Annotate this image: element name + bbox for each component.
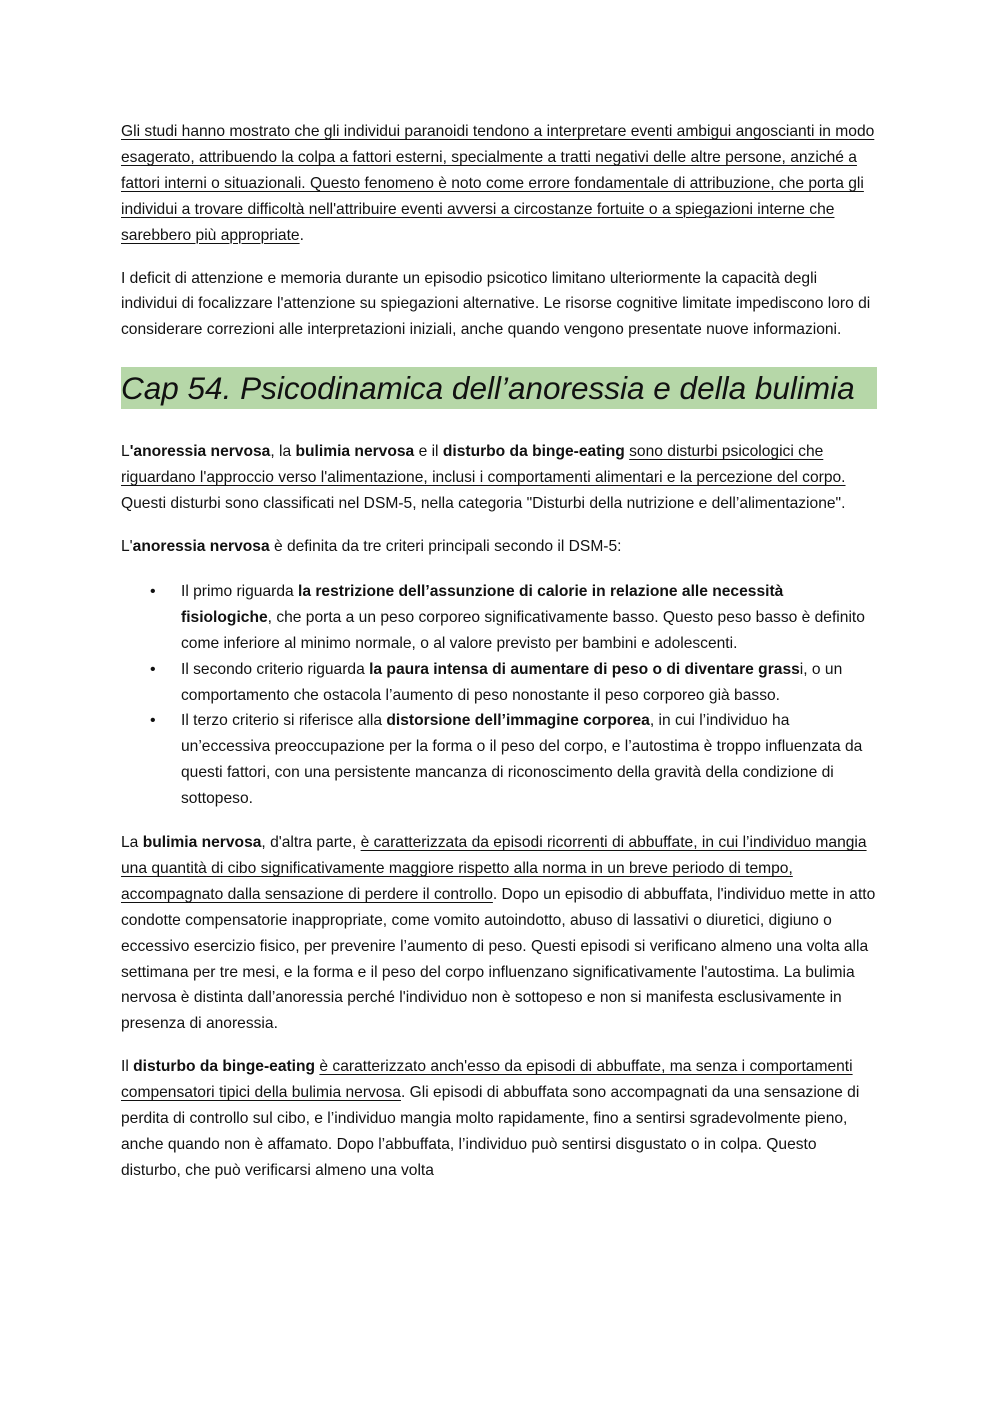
bold-term: bulimia nervosa <box>295 443 415 461</box>
bullet-icon: • <box>150 712 156 730</box>
bullet-icon: • <box>150 582 156 600</box>
paragraph-text: . Gli episodi di abbuffata sono accompagnati da una sensazione di perdita di controllo sul cibo, e l’individuo mangia molto rapidamente, fino a sentirsi sgradevolmente pieno, anche quando non è affamato. Dopo l’abbuffata, l’individuo può sentirsi disgustato o in colpa. Questo disturbo, che può verificarsi almeno una volta <box>121 1084 860 1179</box>
bold-term: bulimia nervosa <box>142 834 262 852</box>
list-item-text: i, o un comportamento che ostacola l’aumento di peso nonostante il peso corporeo già basso. <box>181 660 843 704</box>
underlined-text: è caratterizzato anch'esso da episodi di abbuffate, ma senza i comportamenti compensatori tipici della bulimia nervosa <box>121 1058 853 1102</box>
list-item <box>121 708 877 812</box>
bold-term: 'anoressia nervosa <box>129 443 271 461</box>
paragraph-attention-deficits <box>121 266 877 344</box>
paragraph-text: , d'altra parte, <box>261 834 361 852</box>
paragraph-bulimia <box>121 830 877 1037</box>
document-page <box>121 119 877 1184</box>
paragraph-attribution-error <box>121 119 877 249</box>
list-item-text: Il terzo criterio si riferisce alla <box>181 712 387 730</box>
bold-term: disturbo da binge-eating <box>133 1058 316 1076</box>
list-item-text: Il primo riguarda <box>181 582 298 600</box>
underlined-text: sono disturbi psicologici che riguardano l'approccio verso l'alimentazione, inclusi i comportamenti alimentari e la percezione del corpo. <box>121 443 846 487</box>
bold-term: anoressia nervosa <box>132 537 270 555</box>
list-item-text: Il secondo criterio riguarda <box>181 660 370 678</box>
underlined-text: è caratterizzata da episodi ricorrenti di abbuffate, in cui l’individuo mangia una quantità di cibo significativamente maggiore rispetto alla norma in un breve periodo di tempo, accompagnato dalla sensazione di perdere il controllo <box>121 834 867 903</box>
list-item-text: , in cui l’individuo ha un’eccessiva preoccupazione per la forma o il peso del corpo, e l’autostima è troppo influenzata da questi fattori, con una persistente mancanza di riconoscimento della gravità della condizione di sottopeso. <box>181 712 863 808</box>
paragraph-text: Questi disturbi sono classificati nel DSM-5, nella categoria "Disturbi della nutrizione e dell’alimentazione". <box>121 495 846 513</box>
criteria-list <box>121 579 877 812</box>
paragraph-binge-eating <box>121 1054 877 1184</box>
list-item <box>121 657 877 709</box>
bold-term: la restrizione dell’assunzione di calorie in relazione alle necessità fisiologiche <box>181 582 784 626</box>
paragraph-eating-disorders-intro <box>121 439 877 517</box>
paragraph-text: L' <box>121 537 133 555</box>
paragraph-text: . <box>299 226 304 244</box>
bold-term: disturbo da binge-eating <box>442 443 625 461</box>
paragraph-anorexia-criteria-intro <box>121 534 877 560</box>
chapter-heading: Cap 54. Psicodinamica dell’anoressia e della bulimia <box>121 367 877 409</box>
bold-term: distorsione dell’immagine corporea <box>386 712 650 730</box>
list-item <box>121 579 877 657</box>
paragraph-text: La <box>121 834 143 852</box>
paragraph-text: , la <box>270 443 296 461</box>
bullet-icon: • <box>150 660 156 678</box>
list-item-text: , che porta a un peso corporeo significativamente basso. Questo peso basso è definito come inferiore al minimo normale, o al valore previsto per bambini e adolescenti. <box>181 608 865 652</box>
paragraph-text: I deficit di attenzione e memoria durante un episodio psicotico limitano ulteriormente la capacità degli individui di focalizzare l'attenzione su spiegazioni alternative. Le risorse cognitive limitate impediscono loro di considerare correzioni alle interpretazioni iniziali, anche quando vengono presentate nuove informazioni. <box>121 269 871 339</box>
paragraph-text: L <box>121 443 130 461</box>
paragraph-text: è definita da tre criteri principali secondo il DSM-5: <box>269 537 622 555</box>
paragraph-text: . Dopo un episodio di abbuffata, l'individuo mette in atto condotte compensatorie inappropriate, come vomito autoindotto, abuso di lassativi o diuretici, digiuno o eccessivo esercizio fisico, per prevenire l’aumento di peso. Questi episodi si verificano almeno una volta alla settimana per tre mesi, e la forma e il peso del corpo influenzano significativamente l'autostima. La bulimia nervosa è distinta dall’anoressia perché l'individuo non è sottopeso e non si manifesta esclusivamente in presenza di anoressia. <box>121 885 876 1033</box>
underlined-text: Gli studi hanno mostrato che gli individui paranoidi tendono a interpretare eventi ambigui angoscianti in modo esagerato, attribuendo la colpa a fattori esterni, specialmente a tratti negativi delle altre persone, anziché a fattori interni o situazionali. Questo fenomeno è noto come errore fondamentale di attribuzione, che porta gli individui a trovare difficoltà nell'attribuire eventi avversi a circostanze fortuite o a spiegazioni interne che sarebbero più appropriate <box>121 123 875 244</box>
paragraph-text: e il <box>414 443 443 461</box>
paragraph-text: Il <box>121 1058 134 1076</box>
bold-term: la paura intensa di aumentare di peso o di diventare grass <box>369 660 800 678</box>
